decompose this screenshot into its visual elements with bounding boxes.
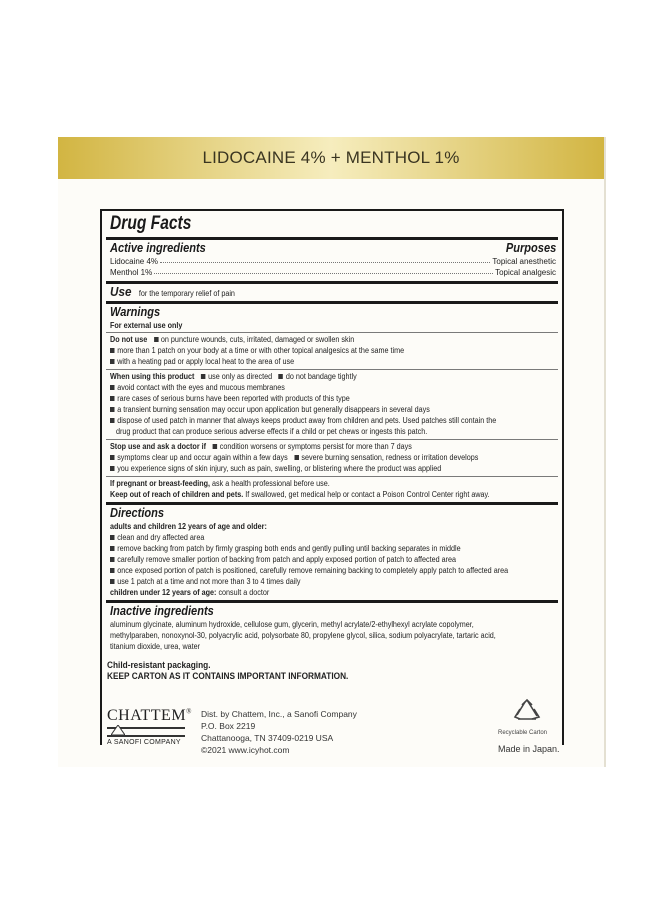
pregnant-label: If pregnant or breast-feeding, (110, 479, 211, 488)
directions-heading: Directions (110, 505, 165, 520)
distributor-line: P.O. Box 2219 (201, 721, 256, 731)
divider (106, 301, 558, 304)
children-line: children under 12 years of age: consult a doctor (110, 588, 270, 597)
warning-line: rare cases of serious burns have been reported with products of this type (110, 394, 350, 403)
use-row (110, 284, 235, 299)
active-row (110, 257, 556, 266)
warning-line: dispose of used patch in manner that always keeps product away from children and pets. Used patches still contain the (110, 416, 496, 425)
distributor-line: Chattanooga, TN 37409-0219 USA (201, 733, 334, 743)
bullet-icon (110, 466, 115, 471)
ingredient-purpose: Topical analgesic (495, 268, 556, 277)
made-in-text: Made in Japan. (498, 744, 560, 754)
stop-use-label: Stop use and ask a doctor if (110, 442, 207, 451)
when-using-label: When using this product (110, 372, 195, 381)
stop-use-line: Stop use and ask a doctor if condition worsens or symptoms persist for more than 7 days (110, 442, 412, 451)
active-ingredients-heading: Active ingredients (110, 240, 206, 255)
distributor-line: ©2021 www.icyhot.com (201, 745, 290, 755)
warning-line: you experience signs of skin injury, such as pain, swelling, or blistering where the product was applied (110, 464, 441, 473)
direction-line: remove backing from patch by firmly grasping both ends and gently pulling until backing separates in middle (110, 544, 461, 553)
drug-facts-title: Drug Facts (110, 213, 192, 234)
child-resistant-text: Child-resistant packaging. (107, 660, 211, 670)
keep-carton-text: KEEP CARTON AS IT CONTAINS IMPORTANT INFORMATION. (107, 671, 349, 681)
product-title: LIDOCAINE 4% + MENTHOL 1% (202, 148, 460, 167)
ingredient-name: Lidocaine 4% (110, 257, 159, 266)
bullet-icon (110, 557, 115, 562)
do-not-use-label: Do not use (110, 335, 148, 344)
bullet-icon (110, 546, 115, 551)
product-carton (58, 137, 606, 767)
warning-line: symptoms clear up and occur again within a few days severe burning sensation, redness or irritation develops (110, 453, 478, 462)
bullet-icon (294, 455, 299, 460)
divider (106, 369, 558, 370)
when-using-line: When using this product use only as directed do not bandage tightly (110, 372, 357, 381)
divider (106, 476, 558, 477)
direction-line: once exposed portion of patch is positioned, carefully remove remaining backing to completely apply patch to affected area (110, 566, 508, 575)
chattem-logo (107, 707, 192, 746)
chattem-subtitle: A SANOFI COMPANY (107, 739, 181, 746)
bullet-icon (213, 444, 218, 449)
children-label: children under 12 years of age: (110, 588, 217, 597)
bullet-icon (110, 385, 115, 390)
divider (106, 439, 558, 440)
use-heading: Use (110, 284, 132, 299)
bullet-icon (110, 455, 115, 460)
bullet-icon (110, 418, 115, 423)
keep-out-line: Keep out of reach of children and pets. If swallowed, get medical help or contact a Poison Control Center right away. (110, 490, 490, 499)
bullet-icon (110, 407, 115, 412)
direction-line: carefully remove smaller portion of backing from patch and apply exposed portion of patch to affected area (110, 555, 456, 564)
do-not-use-line: Do not use on puncture wounds, cuts, irritated, damaged or swollen skin (110, 335, 355, 344)
warnings-heading: Warnings (110, 304, 161, 319)
direction-line: use 1 patch at a time and not more than 3 to 4 times daily (110, 577, 301, 586)
bullet-icon (110, 348, 115, 353)
bullet-icon (110, 579, 115, 584)
external-use-text: For external use only (110, 321, 183, 330)
bullet-icon (201, 374, 206, 379)
warning-line: more than 1 patch on your body at a time or with other topical analgesics at the same time (110, 346, 404, 355)
warning-line: a transient burning sensation may occur upon application but generally disappears in several days (110, 405, 430, 414)
leader-dots (154, 268, 493, 274)
ingredient-name: Menthol 1% (110, 268, 153, 277)
adults-label: adults and children 12 years of age and older: (110, 522, 267, 531)
bullet-icon (154, 337, 159, 342)
warning-line: with a heating pad or apply local heat to the area of use (110, 357, 294, 366)
inactive-line: titanium dioxide, urea, water (110, 642, 201, 651)
chattem-wordmark: CHATTEM (107, 707, 187, 724)
divider (106, 332, 558, 333)
use-text: for the temporary relief of pain (138, 289, 235, 298)
active-row (110, 268, 556, 277)
inactive-ingredients-heading: Inactive ingredients (110, 603, 214, 618)
gold-band (58, 137, 604, 179)
bullet-icon (110, 535, 115, 540)
inactive-line: aluminum glycinate, aluminum hydroxide, cellulose gum, glycerin, methyl acrylate/2-ethylhexyl acrylate copolymer, (110, 620, 474, 629)
divider (106, 502, 558, 505)
registered-mark: ® (186, 707, 192, 716)
logo-stripe-icon (107, 727, 185, 737)
ingredient-purpose: Topical anesthetic (492, 257, 556, 266)
bullet-icon (110, 359, 115, 364)
warning-line: drug product that can produce serious adverse effects if a child or pet chews or ingests this patch. (116, 427, 428, 436)
warning-line: avoid contact with the eyes and mucous membranes (110, 383, 285, 392)
bullet-icon (110, 568, 115, 573)
bullet-icon (110, 396, 115, 401)
purposes-heading: Purposes (505, 240, 556, 255)
distributor-line: Dist. by Chattem, Inc., a Sanofi Company (201, 709, 357, 719)
pregnant-line: If pregnant or breast-feeding, ask a health professional before use. (110, 479, 330, 488)
recycle-label: Recyclable Carton (498, 730, 548, 736)
leader-dots (160, 257, 490, 263)
keep-out-label: Keep out of reach of children and pets. (110, 490, 244, 499)
direction-line: clean and dry affected area (110, 533, 204, 542)
bullet-icon (279, 374, 284, 379)
recycle-icon (512, 697, 542, 727)
inactive-line: methylparaben, nonoxynol-30, polyacrylic acid, polysorbate 80, propylene glycol, silica, sodium polyacrylate, tartaric acid, (110, 631, 496, 640)
